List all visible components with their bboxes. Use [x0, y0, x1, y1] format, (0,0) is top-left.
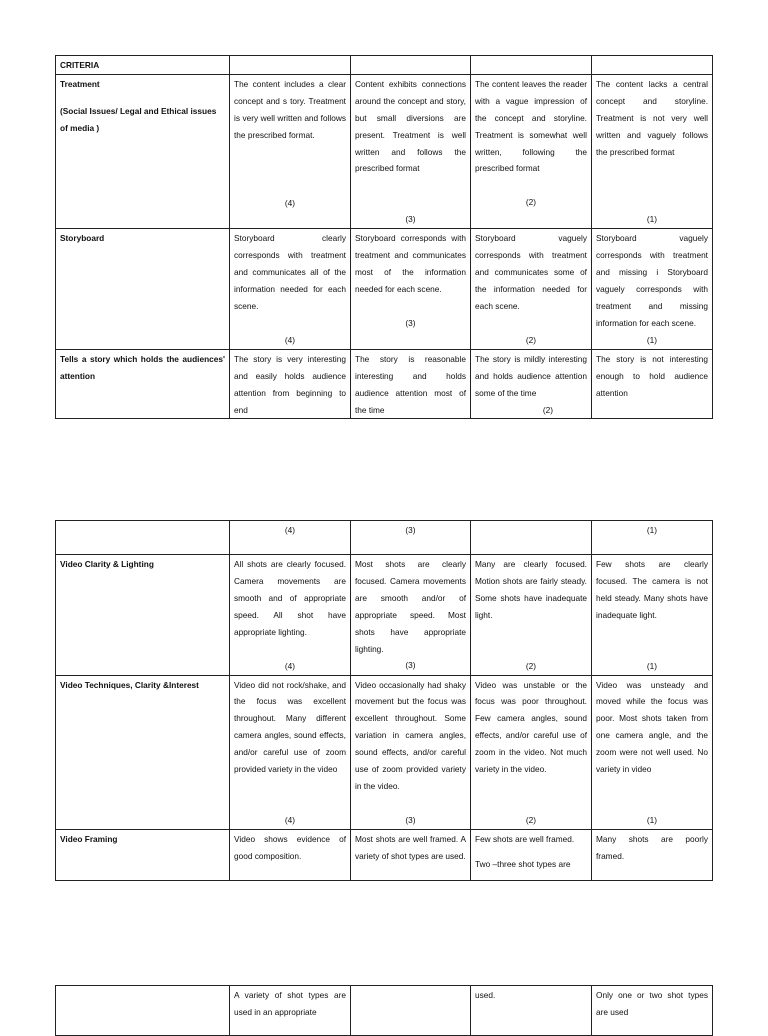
- descriptor-cell: The story is reasonable interesting and holds audience attention most of the time: [351, 349, 471, 419]
- descriptor-text: Storyboard corresponds with treatment and communicates most of the information needed for each scene.: [355, 233, 466, 295]
- descriptor-cell: [230, 74, 351, 228]
- criterion-note: (Social Issues/ Legal and Ethical issues of media ): [60, 105, 217, 133]
- criterion-label: Storyboard: [56, 229, 230, 349]
- score-label: (2): [525, 814, 537, 825]
- descriptor-cell: [471, 829, 592, 880]
- table-cell: [351, 986, 471, 1036]
- rubric-table-2: [55, 520, 713, 881]
- descriptor-text: Video did not rock/shake, and the focus was excellent throughout. Many different camera angles, sound effects, and/or careful use of zoom provided variety in the video: [234, 679, 346, 775]
- descriptor-text: Video was unstable or the focus was poor throughout. Few camera angles, sound effects, and/or careful use of zoom in the video. Not much variety in the video.: [475, 679, 587, 775]
- criteria-header: CRITERIA: [56, 56, 230, 75]
- table-cell: [230, 56, 351, 75]
- criterion-label: Video Framing: [56, 829, 230, 880]
- descriptor-text: Many are clearly focused. Motion shots are fairly steady. Some shots have inadequate light.: [475, 559, 587, 620]
- criterion-label: Tells a story which holds the audiences' attention: [56, 349, 230, 419]
- descriptor-text: Content exhibits connections around the concept and story, but small diversions are present. Treatment is well written and follows the prescribed format: [355, 78, 466, 174]
- table-cell: [592, 56, 713, 75]
- criterion-label: Video Clarity & Lighting: [56, 555, 230, 676]
- score-label: (2): [525, 334, 537, 345]
- table-row: [56, 56, 713, 75]
- score-label: (1): [646, 334, 658, 345]
- descriptor-cell: [230, 555, 351, 676]
- score-label: (4): [284, 660, 296, 671]
- descriptor-cell: Most shots are well framed. A variety of shot types are used.: [351, 829, 471, 880]
- descriptor-cell: Many shots are poorly framed.: [592, 829, 713, 880]
- score-label: (4): [284, 334, 296, 345]
- descriptor-text: Storyboard vaguely corresponds with treatment and missing i Storyboard vaguely corresponds with treatment and missing information for each scene.: [596, 233, 708, 328]
- descriptor-cell: The story is very interesting and easily holds audience attention from beginning to end: [230, 349, 351, 419]
- table-row: [56, 829, 713, 880]
- descriptor-cell: [471, 349, 592, 419]
- criterion-label: [56, 74, 230, 228]
- score-label: (1): [646, 214, 658, 225]
- table-row: [56, 349, 713, 419]
- descriptor-text: Video occasionally had shaky movement but the focus was excellent throughout. Some variation in camera angles, sound effects, and/or careful use of zoom provided variety in the video.: [355, 679, 466, 791]
- descriptor-text: Video was unsteady and moved while the focus was poor. Most shots taken from one camera angle, and the zoom were not well used. No variety in video: [596, 679, 708, 775]
- descriptor-cell: [351, 675, 471, 829]
- descriptor-extra: Two –three shot types are: [475, 858, 571, 869]
- descriptor-cell: [230, 675, 351, 829]
- table-row: [56, 675, 713, 829]
- score-label: (2): [542, 404, 553, 415]
- descriptor-text: Storyboard clearly corresponds with treatment and communicates all of the information needed for each scene.: [234, 233, 346, 311]
- descriptor-cell: [592, 229, 713, 349]
- table-row: [56, 229, 713, 349]
- table-row: [56, 521, 713, 555]
- score-label: (3): [405, 214, 416, 225]
- descriptor-cell: used.: [471, 986, 592, 1036]
- table-cell: [56, 986, 230, 1036]
- score-label: (3): [405, 317, 416, 328]
- score-label: (1): [646, 814, 658, 825]
- table-cell: [471, 521, 592, 555]
- score-label: (3): [405, 660, 416, 671]
- descriptor-text: Few shots are well framed.: [475, 833, 575, 844]
- descriptor-cell: [471, 555, 592, 676]
- rubric-table-1: [55, 55, 713, 419]
- descriptor-text: The content leaves the reader with a vague impression of the concept and storyline. Treatment is somewhat well written, following the prescribed format: [475, 78, 587, 174]
- table-cell: [56, 521, 230, 555]
- descriptor-cell: The story is not interesting enough to hold audience attention: [592, 349, 713, 419]
- descriptor-cell: [471, 229, 592, 349]
- criterion-title: Treatment: [60, 78, 100, 89]
- score-label: (2): [525, 197, 537, 208]
- score-label: (4): [284, 197, 296, 208]
- descriptor-cell: [351, 229, 471, 349]
- table-row: [56, 555, 713, 676]
- descriptor-cell: Only one or two shot types are used: [592, 986, 713, 1036]
- descriptor-cell: A variety of shot types are used in an appropriate: [230, 986, 351, 1036]
- descriptor-cell: [592, 555, 713, 676]
- score-label: (2): [525, 660, 537, 671]
- score-label: (3): [405, 814, 416, 825]
- descriptor-text: Storyboard vaguely corresponds with treatment and communicates some of the information needed for each scene.: [475, 233, 587, 311]
- table-cell: [351, 56, 471, 75]
- criterion-label: Video Techniques, Clarity &Interest: [56, 675, 230, 829]
- table-row: [56, 986, 713, 1036]
- descriptor-cell: [351, 74, 471, 228]
- descriptor-text: The content lacks a central concept and storyline. Treatment is not very well written and vaguely follows the prescribed format: [596, 78, 708, 157]
- rubric-table-3: [55, 985, 713, 1036]
- score-label: (1): [592, 521, 713, 555]
- descriptor-text: Most shots are clearly focused. Camera movements are smooth and/or of appropriate speed. Most shots have appropriate lighting.: [355, 559, 466, 654]
- descriptor-text: All shots are clearly focused. Camera movements are smooth and of appropriate speed. All shot have appropriate lighting.: [234, 559, 346, 637]
- descriptor-cell: [592, 74, 713, 228]
- table-cell: [471, 56, 592, 75]
- descriptor-cell: [351, 555, 471, 676]
- descriptor-text: The story is mildly interesting and holds audience attention some of the time: [475, 353, 587, 398]
- descriptor-cell: [471, 675, 592, 829]
- descriptor-cell: Video shows evidence of good composition.: [230, 829, 351, 880]
- descriptor-cell: [230, 229, 351, 349]
- descriptor-text: Few shots are clearly focused. The camera is not held steady. Many shots have inadequate light.: [596, 559, 708, 620]
- descriptor-cell: [592, 675, 713, 829]
- score-label: (4): [284, 814, 296, 825]
- score-label: (3): [351, 521, 471, 555]
- score-label: (4): [230, 521, 351, 555]
- descriptor-text: The content includes a clear concept and s tory. Treatment is very well written and follows the prescribed format.: [234, 78, 346, 140]
- descriptor-cell: [471, 74, 592, 228]
- score-label: (1): [646, 660, 658, 671]
- table-row: [56, 74, 713, 228]
